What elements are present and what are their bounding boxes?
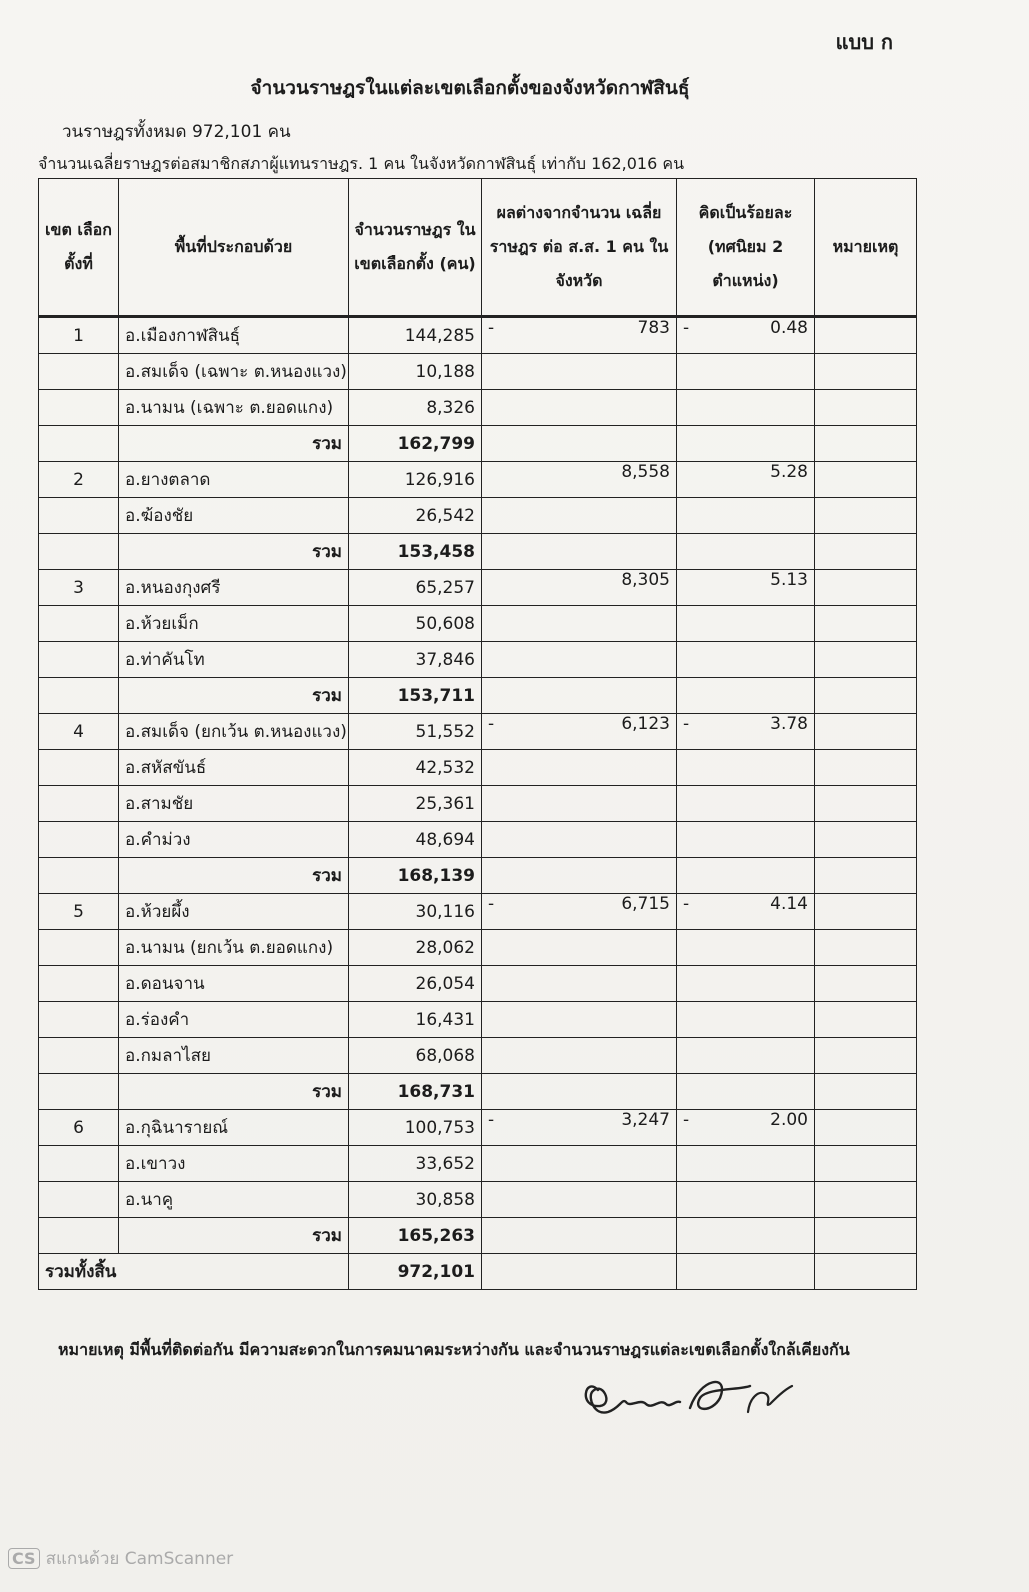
difference-cell bbox=[482, 1074, 677, 1110]
scanner-watermark-text: สแกนด้วย CamScanner bbox=[45, 1549, 234, 1569]
remarks-cell bbox=[815, 822, 917, 858]
zone-total-label: รวม bbox=[119, 426, 349, 462]
difference-value: 6,123 bbox=[621, 714, 670, 734]
zone-total-value: 153,711 bbox=[349, 678, 482, 714]
difference-cell bbox=[482, 1182, 677, 1218]
percentage-cell bbox=[677, 498, 815, 534]
difference-cell bbox=[482, 678, 677, 714]
area-population: 50,608 bbox=[349, 606, 482, 642]
remarks-cell bbox=[815, 462, 917, 498]
remarks-cell bbox=[815, 1182, 917, 1218]
area-name: อ.ห้วยผึ้ง bbox=[119, 894, 349, 930]
table-row bbox=[39, 1110, 917, 1146]
remarks-cell bbox=[815, 498, 917, 534]
remarks-cell bbox=[815, 750, 917, 786]
difference-cell bbox=[482, 858, 677, 894]
difference-value: 3,247 bbox=[621, 1110, 670, 1130]
percentage-cell bbox=[677, 1146, 815, 1182]
difference-cell bbox=[482, 1146, 677, 1182]
percentage-cell bbox=[677, 1074, 815, 1110]
remarks-cell bbox=[815, 1002, 917, 1038]
area-population: 37,846 bbox=[349, 642, 482, 678]
grand-total-value: 972,101 bbox=[349, 1254, 482, 1290]
grand-total-empty-cell bbox=[482, 1254, 677, 1290]
remarks-cell bbox=[815, 642, 917, 678]
table-row bbox=[39, 786, 917, 822]
zone-number bbox=[39, 606, 119, 642]
difference-cell bbox=[482, 534, 677, 570]
area-name: อ.สมเด็จ (เฉพาะ ต.หนองแวง) bbox=[119, 354, 349, 390]
percentage-cell bbox=[677, 426, 815, 462]
population-table bbox=[38, 178, 917, 1290]
area-name: อ.ท่าคันโท bbox=[119, 642, 349, 678]
zone-number bbox=[39, 822, 119, 858]
grand-total-empty-cell bbox=[677, 1254, 815, 1290]
difference-value: 8,558 bbox=[621, 462, 670, 482]
area-name: อ.สหัสขันธ์ bbox=[119, 750, 349, 786]
table-row bbox=[39, 317, 917, 354]
table-header-row bbox=[39, 179, 917, 317]
difference-cell bbox=[482, 786, 677, 822]
table-row bbox=[39, 1002, 917, 1038]
zone-number bbox=[39, 1218, 119, 1254]
table-row bbox=[39, 462, 917, 498]
area-population: 30,116 bbox=[349, 894, 482, 930]
area-name: อ.ฆ้องชัย bbox=[119, 498, 349, 534]
area-name: อ.สมเด็จ (ยกเว้น ต.หนองแวง) bbox=[119, 714, 349, 750]
zone-number bbox=[39, 750, 119, 786]
remarks-cell bbox=[815, 678, 917, 714]
difference-value: 8,305 bbox=[621, 570, 670, 590]
percentage-value: 5.28 bbox=[770, 462, 808, 482]
col-header-difference: ผลต่างจากจำนวน เฉลี่ยราษฎร ต่อ ส.ส. 1 คน ในจังหวัด bbox=[482, 179, 677, 317]
percentage-cell bbox=[677, 390, 815, 426]
difference-cell bbox=[482, 930, 677, 966]
zone-total-value: 168,731 bbox=[349, 1074, 482, 1110]
difference-cell bbox=[482, 1218, 677, 1254]
zone-number bbox=[39, 1182, 119, 1218]
area-name: อ.คำม่วง bbox=[119, 822, 349, 858]
difference-cell bbox=[482, 354, 677, 390]
remarks-cell bbox=[815, 858, 917, 894]
difference-sign: - bbox=[488, 318, 495, 338]
zone-total-row bbox=[39, 678, 917, 714]
table-row bbox=[39, 894, 917, 930]
percentage-sign: - bbox=[683, 714, 690, 734]
difference-cell bbox=[482, 390, 677, 426]
percentage-cell bbox=[677, 1110, 815, 1146]
area-name: อ.สามชัย bbox=[119, 786, 349, 822]
percentage-cell bbox=[677, 750, 815, 786]
area-population: 30,858 bbox=[349, 1182, 482, 1218]
area-population: 26,054 bbox=[349, 966, 482, 1002]
footnote: หมายเหตุ มีพื้นที่ติดต่อกัน มีความสะดวกในการคมนาคมระหว่างกัน และจำนวนราษฎรแต่ละเขตเลือกตั้งใกล้เคียงกัน bbox=[58, 1340, 850, 1359]
zone-total-row bbox=[39, 534, 917, 570]
percentage-cell bbox=[677, 1002, 815, 1038]
difference-sign: - bbox=[488, 714, 495, 734]
remarks-cell bbox=[815, 390, 917, 426]
zone-total-label: รวม bbox=[119, 678, 349, 714]
table-row bbox=[39, 714, 917, 750]
area-name: อ.นามน (ยกเว้น ต.ยอดแกง) bbox=[119, 930, 349, 966]
zone-number bbox=[39, 390, 119, 426]
remarks-cell bbox=[815, 317, 917, 354]
area-population: 28,062 bbox=[349, 930, 482, 966]
area-population: 42,532 bbox=[349, 750, 482, 786]
table-row bbox=[39, 606, 917, 642]
col-header-percentage: คิดเป็นร้อยละ (ทศนิยม 2 ตำแหน่ง) bbox=[677, 179, 815, 317]
area-name: อ.เขาวง bbox=[119, 1146, 349, 1182]
zone-total-label: รวม bbox=[119, 1074, 349, 1110]
percentage-cell bbox=[677, 822, 815, 858]
zone-number bbox=[39, 1074, 119, 1110]
col-header-remarks: หมายเหตุ bbox=[815, 179, 917, 317]
zone-number bbox=[39, 786, 119, 822]
average-population-line: จำนวนเฉลี่ยราษฎรต่อสมาชิกสภาผู้แทนราษฎร. 1 คน ในจังหวัดกาฬสินธุ์ เท่ากับ 162,016 คน bbox=[38, 154, 685, 173]
table-row bbox=[39, 390, 917, 426]
area-population: 144,285 bbox=[349, 317, 482, 354]
remarks-cell bbox=[815, 1146, 917, 1182]
zone-total-label: รวม bbox=[119, 534, 349, 570]
percentage-cell bbox=[677, 317, 815, 354]
difference-sign: - bbox=[488, 1110, 495, 1130]
area-population: 25,361 bbox=[349, 786, 482, 822]
zone-number bbox=[39, 1002, 119, 1038]
remarks-cell bbox=[815, 894, 917, 930]
table-body bbox=[39, 317, 917, 1254]
zone-number: 5 bbox=[39, 894, 119, 930]
difference-cell bbox=[482, 462, 677, 498]
table-row bbox=[39, 750, 917, 786]
total-population-line: วนราษฎรทั้งหมด 972,101 คน bbox=[62, 122, 291, 142]
scanner-watermark bbox=[8, 1545, 233, 1572]
percentage-cell bbox=[677, 1038, 815, 1074]
percentage-cell bbox=[677, 1218, 815, 1254]
percentage-cell bbox=[677, 858, 815, 894]
area-name: อ.ยางตลาด bbox=[119, 462, 349, 498]
percentage-cell bbox=[677, 786, 815, 822]
table-row bbox=[39, 966, 917, 1002]
area-population: 68,068 bbox=[349, 1038, 482, 1074]
area-name: อ.เมืองกาฬสินธุ์ bbox=[119, 317, 349, 354]
remarks-cell bbox=[815, 966, 917, 1002]
table-row bbox=[39, 822, 917, 858]
area-name: อ.ร่องคำ bbox=[119, 1002, 349, 1038]
zone-number bbox=[39, 1146, 119, 1182]
remarks-cell bbox=[815, 1074, 917, 1110]
zone-number bbox=[39, 858, 119, 894]
zone-number bbox=[39, 498, 119, 534]
area-name: อ.ดอนจาน bbox=[119, 966, 349, 1002]
table-row bbox=[39, 498, 917, 534]
area-population: 51,552 bbox=[349, 714, 482, 750]
grand-total-row bbox=[39, 1254, 917, 1290]
col-header-zone: เขต เลือกตั้งที่ bbox=[39, 179, 119, 317]
camscanner-logo-icon: CS bbox=[8, 1548, 40, 1569]
zone-number: 3 bbox=[39, 570, 119, 606]
zone-number bbox=[39, 354, 119, 390]
percentage-cell bbox=[677, 570, 815, 606]
table-row bbox=[39, 930, 917, 966]
area-population: 33,652 bbox=[349, 1146, 482, 1182]
percentage-cell bbox=[677, 462, 815, 498]
percentage-cell bbox=[677, 1182, 815, 1218]
difference-cell bbox=[482, 642, 677, 678]
difference-cell bbox=[482, 570, 677, 606]
area-population: 10,188 bbox=[349, 354, 482, 390]
document-title: จำนวนราษฎรในแต่ละเขตเลือกตั้งของจังหวัดกาฬสินธุ์ bbox=[250, 77, 690, 99]
percentage-cell bbox=[677, 606, 815, 642]
zone-number bbox=[39, 642, 119, 678]
percentage-cell bbox=[677, 354, 815, 390]
area-name: อ.นามน (เฉพาะ ต.ยอดแกง) bbox=[119, 390, 349, 426]
percentage-value: 0.48 bbox=[770, 318, 808, 338]
zone-total-label: รวม bbox=[119, 858, 349, 894]
zone-total-value: 168,139 bbox=[349, 858, 482, 894]
percentage-cell bbox=[677, 966, 815, 1002]
remarks-cell bbox=[815, 1110, 917, 1146]
difference-cell bbox=[482, 1038, 677, 1074]
remarks-cell bbox=[815, 426, 917, 462]
zone-number bbox=[39, 966, 119, 1002]
remarks-cell bbox=[815, 534, 917, 570]
difference-cell bbox=[482, 498, 677, 534]
zone-total-row bbox=[39, 1218, 917, 1254]
difference-cell bbox=[482, 714, 677, 750]
difference-cell bbox=[482, 894, 677, 930]
remarks-cell bbox=[815, 714, 917, 750]
zone-number bbox=[39, 678, 119, 714]
table-row bbox=[39, 1038, 917, 1074]
percentage-value: 5.13 bbox=[770, 570, 808, 590]
percentage-value: 3.78 bbox=[770, 714, 808, 734]
remarks-cell bbox=[815, 1038, 917, 1074]
difference-cell bbox=[482, 1002, 677, 1038]
difference-cell bbox=[482, 426, 677, 462]
percentage-cell bbox=[677, 894, 815, 930]
zone-total-row bbox=[39, 858, 917, 894]
difference-cell bbox=[482, 1110, 677, 1146]
col-header-population: จำนวนราษฎร ในเขตเลือกตั้ง (คน) bbox=[349, 179, 482, 317]
difference-sign: - bbox=[488, 894, 495, 914]
zone-number: 6 bbox=[39, 1110, 119, 1146]
col-header-areas: พื้นที่ประกอบด้วย bbox=[119, 179, 349, 317]
difference-cell bbox=[482, 822, 677, 858]
zone-number: 4 bbox=[39, 714, 119, 750]
zone-total-row bbox=[39, 1074, 917, 1110]
table-row bbox=[39, 570, 917, 606]
zone-number bbox=[39, 1038, 119, 1074]
zone-total-value: 165,263 bbox=[349, 1218, 482, 1254]
area-name: อ.กุฉินารายณ์ bbox=[119, 1110, 349, 1146]
zone-number bbox=[39, 426, 119, 462]
remarks-cell bbox=[815, 606, 917, 642]
area-population: 26,542 bbox=[349, 498, 482, 534]
percentage-cell bbox=[677, 534, 815, 570]
table-row bbox=[39, 354, 917, 390]
percentage-cell bbox=[677, 714, 815, 750]
area-population: 126,916 bbox=[349, 462, 482, 498]
area-name: อ.ห้วยเม็ก bbox=[119, 606, 349, 642]
zone-total-value: 162,799 bbox=[349, 426, 482, 462]
zone-number: 1 bbox=[39, 317, 119, 354]
area-population: 65,257 bbox=[349, 570, 482, 606]
area-name: อ.กมลาไสย bbox=[119, 1038, 349, 1074]
table-row bbox=[39, 1146, 917, 1182]
percentage-cell bbox=[677, 642, 815, 678]
table-row bbox=[39, 642, 917, 678]
difference-cell bbox=[482, 606, 677, 642]
area-population: 100,753 bbox=[349, 1110, 482, 1146]
percentage-value: 4.14 bbox=[770, 894, 808, 914]
handwritten-signature bbox=[580, 1368, 810, 1432]
remarks-cell bbox=[815, 786, 917, 822]
difference-cell bbox=[482, 317, 677, 354]
area-name: อ.นาคู bbox=[119, 1182, 349, 1218]
form-code: แบบ ก bbox=[835, 30, 893, 54]
percentage-value: 2.00 bbox=[770, 1110, 808, 1130]
grand-total-label: รวมทั้งสิ้น bbox=[39, 1254, 349, 1290]
difference-value: 783 bbox=[637, 318, 670, 338]
percentage-sign: - bbox=[683, 894, 690, 914]
area-population: 8,326 bbox=[349, 390, 482, 426]
area-name: อ.หนองกุงศรี bbox=[119, 570, 349, 606]
percentage-sign: - bbox=[683, 1110, 690, 1130]
remarks-cell bbox=[815, 930, 917, 966]
zone-total-row bbox=[39, 426, 917, 462]
zone-total-label: รวม bbox=[119, 1218, 349, 1254]
difference-value: 6,715 bbox=[621, 894, 670, 914]
remarks-cell bbox=[815, 570, 917, 606]
percentage-cell bbox=[677, 678, 815, 714]
zone-number bbox=[39, 930, 119, 966]
remarks-cell bbox=[815, 1218, 917, 1254]
percentage-sign: - bbox=[683, 318, 690, 338]
difference-cell bbox=[482, 966, 677, 1002]
percentage-cell bbox=[677, 930, 815, 966]
area-population: 16,431 bbox=[349, 1002, 482, 1038]
grand-total-empty-cell bbox=[815, 1254, 917, 1290]
table-row bbox=[39, 1182, 917, 1218]
difference-cell bbox=[482, 750, 677, 786]
remarks-cell bbox=[815, 354, 917, 390]
zone-number: 2 bbox=[39, 462, 119, 498]
area-population: 48,694 bbox=[349, 822, 482, 858]
zone-total-value: 153,458 bbox=[349, 534, 482, 570]
zone-number bbox=[39, 534, 119, 570]
